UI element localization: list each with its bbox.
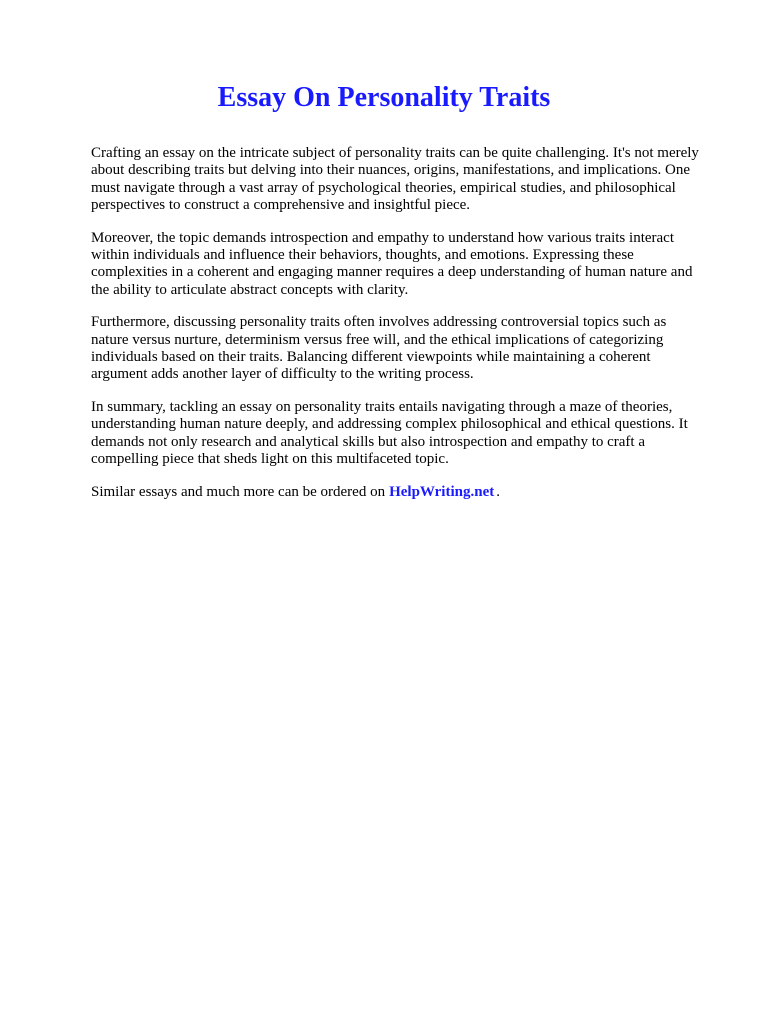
document-title: Essay On Personality Traits (217, 82, 551, 113)
paragraph-line: must navigate through a vast array of psychological theories, empirical studies, and philosophical (91, 179, 676, 196)
paragraph-2 (91, 230, 731, 300)
paragraph-line: Furthermore, discussing personality traits often involves addressing controversial topics such as (91, 314, 667, 331)
paragraph-line: understanding human nature deeply, and addressing complex philosophical and ethical questions. It (91, 416, 688, 433)
paragraph-3 (91, 314, 731, 384)
paragraph-line: nature versus nurture, determinism versus free will, and the ethical implications of categorizing (91, 331, 664, 348)
paragraph-line: perspectives to construct a comprehensive and insightful piece. (91, 197, 471, 214)
paragraph-line: argument adds another layer of difficulty to the writing process. (91, 366, 474, 383)
order-footer (91, 484, 731, 501)
paragraph-line: within individuals and influence their behaviors, thoughts, and emotions. Expressing these (91, 247, 634, 264)
paragraph-line: In summary, tackling an essay on personality traits entails navigating through a maze of theories, (91, 398, 673, 415)
footer-suffix: . (496, 483, 500, 500)
paragraph-line: individuals based on their traits. Balancing different viewpoints while maintaining a coherent (91, 349, 651, 366)
paragraph-line: compelling piece that sheds light on this multifaceted topic. (91, 451, 449, 468)
paragraph-1 (91, 145, 731, 215)
document-body (91, 145, 731, 501)
paragraph-line: demands not only research and analytical skills but also introspection and empathy to craft a (91, 433, 646, 450)
paragraph-line: Moreover, the topic demands introspection and empathy to understand how various traits interact (91, 229, 674, 246)
paragraph-line: Crafting an essay on the intricate subject of personality traits can be quite challenging. It's not merely (91, 145, 699, 161)
helpwriting-link[interactable]: HelpWriting.net (389, 483, 495, 500)
paragraph-line: about describing traits but delving into their nuances, origins, manifestations, and implications. One (91, 162, 691, 179)
footer-prefix: Similar essays and much more can be ordered on (91, 483, 386, 500)
paragraph-line: complexities in a coherent and engaging manner requires a deep understanding of human nature and (91, 264, 693, 281)
paragraph-line: the ability to articulate abstract concepts with clarity. (91, 281, 409, 298)
paragraph-4 (91, 399, 731, 469)
